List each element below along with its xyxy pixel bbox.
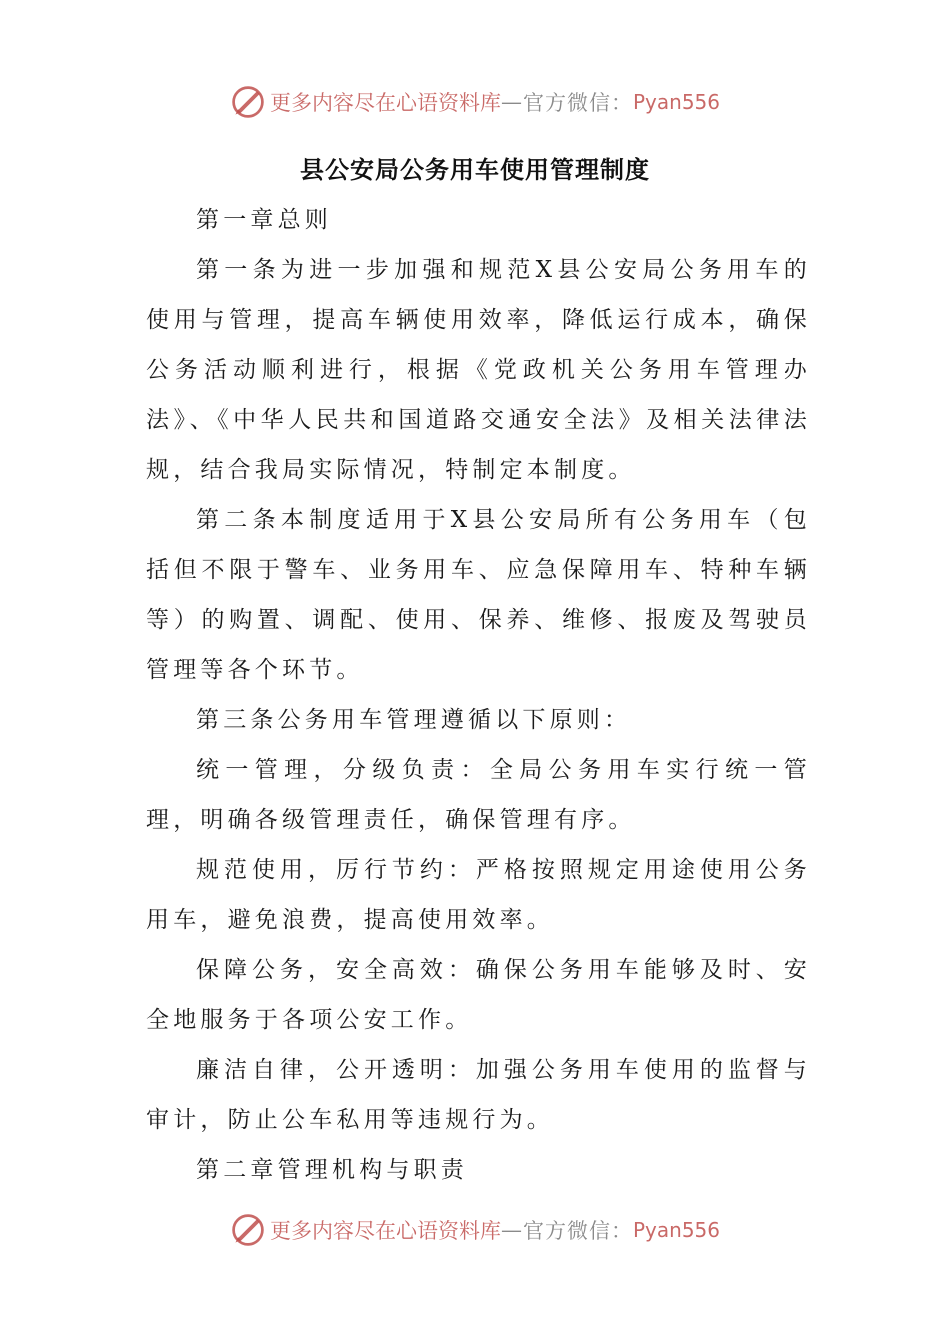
principle-paragraph: 保障公务，安全高效：确保公务用车能够及时、安全地服务于各项公安工作。 xyxy=(146,957,811,1033)
banner-site-text: 更多内容尽在心语资料库 xyxy=(269,91,501,115)
banner-site-text: 更多内容尽在心语资料库 xyxy=(269,1219,501,1243)
chapter-heading: 第二章管理机构与职责 xyxy=(196,1157,468,1183)
chapter-heading: 第一章总则 xyxy=(196,207,332,233)
banner-wechat-label: 官方微信： xyxy=(522,1219,633,1243)
document-body xyxy=(146,195,811,1195)
banner-wechat-id: Pyan556 xyxy=(632,90,720,114)
principle-paragraph: 规范使用，厉行节约：严格按照规定用途使用公务用车，避免浪费，提高使用效率。 xyxy=(146,857,811,933)
footer-watermark-banner xyxy=(0,1208,950,1252)
article-paragraph: 第一条为进一步加强和规范X县公安局公务用车的使用与管理，提高车辆使用效率，降低运行成本，确保公务活动顺利进行，根据《党政机关公务用车管理办法》、《中华人民共和国道路交通安全法》及相关法律法规，结合我局实际情况，特制定本制度。 xyxy=(146,257,811,483)
banner-wechat-id: Pyan556 xyxy=(632,1218,720,1242)
header-watermark-banner xyxy=(0,80,950,124)
banner-dash: — xyxy=(500,1218,523,1242)
principle-paragraph: 统一管理，分级负责：全局公务用车实行统一管理，明确各级管理责任，确保管理有序。 xyxy=(146,757,811,833)
article-paragraph: 第二条本制度适用于X县公安局所有公务用车（包括但不限于警车、业务用车、应急保障用车、特种车辆等）的购置、调配、使用、保养、维修、报废及驾驶员管理等各个环节。 xyxy=(146,507,811,683)
pen-logo-icon xyxy=(230,84,266,120)
banner-dash: — xyxy=(500,90,523,114)
document-title: 县公安局公务用车使用管理制度 xyxy=(300,156,650,184)
principle-paragraph: 廉洁自律，公开透明：加强公务用车使用的监督与审计，防止公车私用等违规行为。 xyxy=(146,1057,811,1133)
banner-wechat-label: 官方微信： xyxy=(522,91,633,115)
article-paragraph: 第三条公务用车管理遵循以下原则： xyxy=(196,707,632,733)
pen-logo-icon xyxy=(230,1212,266,1248)
